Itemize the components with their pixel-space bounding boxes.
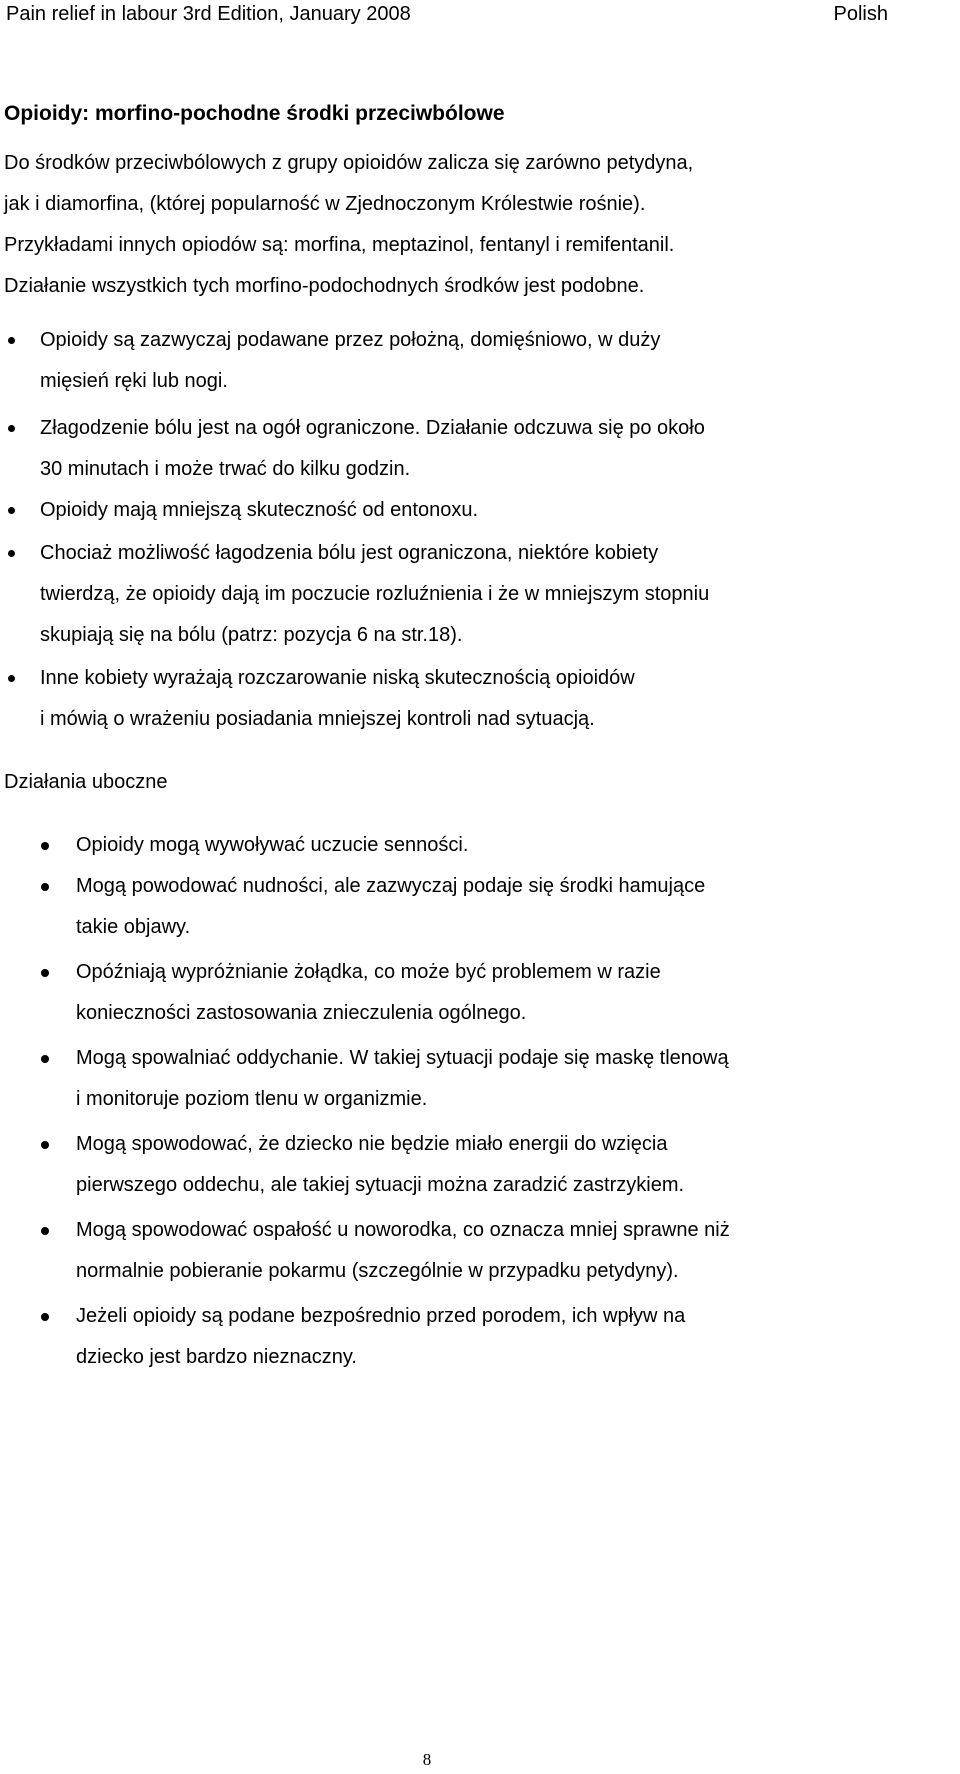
list-item-line: Opioidy mają mniejszą skuteczność od entonoxu. (40, 499, 479, 521)
list-item (0, 490, 960, 531)
language-label: Polish (833, 3, 888, 25)
list-item-line: Mogą spowalniać oddychanie. W takiej sytuacji podaje się maskę tlenową (76, 1047, 729, 1069)
bullet-icon (41, 1141, 49, 1149)
list-item (0, 658, 960, 740)
bullet-icon (8, 337, 15, 344)
list-item (0, 952, 960, 1034)
document-title: Pain relief in labour 3rd Edition, January 2008 (6, 3, 411, 25)
bullet-icon (41, 1055, 49, 1063)
list-item-line: konieczności zastosowania znieczulenia ogólnego. (76, 1002, 527, 1024)
list-item-line: Opóźniają wypróżnianie żołądka, co może być problemem w razie (76, 961, 661, 983)
list-item-line: mięsień ręki lub nogi. (40, 370, 228, 392)
bullet-icon (8, 675, 15, 682)
intro-line: jak i diamorfina, (której popularność w Zjednoczonym Królestwie rośnie). (4, 193, 646, 215)
list-item-line: skupiają się na bólu (patrz: pozycja 6 na str.18). (40, 624, 463, 646)
section-heading: Opioidy: morfino-pochodne środki przeciwbólowe (4, 102, 505, 125)
list-item (0, 1296, 960, 1378)
bullet-icon (41, 842, 49, 850)
list-item-line: Mogą powodować nudności, ale zazwyczaj podaje się środki hamujące (76, 875, 706, 897)
list-item-line: Chociaż możliwość łagodzenia bólu jest ograniczona, niektóre kobiety (40, 542, 659, 564)
list-item (0, 320, 960, 402)
page-header (0, 0, 960, 30)
list-item-line: Inne kobiety wyrażają rozczarowanie niską skutecznością opioidów (40, 667, 635, 689)
intro-line: Do środków przeciwbólowych z grupy opioidów zalicza się zarówno petydyna, (4, 152, 694, 174)
list-item-line: Jeżeli opioidy są podane bezpośrednio przed porodem, ich wpływ na (76, 1305, 686, 1327)
list-item-line: takie objawy. (76, 916, 191, 938)
bullet-icon (41, 1227, 49, 1235)
bullet-icon (41, 969, 49, 977)
intro-paragraph (4, 143, 954, 307)
page-number: 8 (422, 1750, 432, 1769)
side-effects-list (0, 825, 960, 1378)
list-item (0, 825, 960, 866)
list-item-line: dziecko jest bardzo nieznaczny. (76, 1346, 357, 1368)
list-item-line: Złagodzenie bólu jest na ogół ograniczone. Działanie odczuwa się po około (40, 417, 705, 439)
list-item-line: normalnie pobieranie pokarmu (szczególnie w przypadku petydyny). (76, 1260, 679, 1282)
list-item (0, 1124, 960, 1206)
list-item (0, 1038, 960, 1120)
list-item-line: i mówią o wrażeniu posiadania mniejszej kontroli nad sytuacją. (40, 708, 595, 730)
opioid-facts-list (0, 320, 960, 740)
side-effects-heading: Działania uboczne (4, 771, 168, 793)
bullet-icon (41, 883, 49, 891)
list-item (0, 866, 960, 948)
list-item-line: Mogą spowodować ospałość u noworodka, co oznacza mniej sprawne niż (76, 1219, 730, 1241)
bullet-icon (41, 1313, 49, 1321)
list-item-line: pierwszego oddechu, ale takiej sytuacji można zaradzić zastrzykiem. (76, 1174, 685, 1196)
bullet-icon (8, 550, 15, 557)
list-item (0, 408, 960, 490)
list-item-line: Opioidy są zazwyczaj podawane przez położną, domięśniowo, w duży (40, 329, 661, 351)
list-item (0, 1210, 960, 1292)
list-item-line: Opioidy mogą wywoływać uczucie senności. (76, 834, 469, 856)
bullet-icon (8, 425, 15, 432)
list-item-line: Mogą spowodować, że dziecko nie będzie miało energii do wzięcia (76, 1133, 668, 1155)
list-item-line: i monitoruje poziom tlenu w organizmie. (76, 1088, 428, 1110)
list-item-line: twierdzą, że opioidy dają im poczucie rozluźnienia i że w mniejszym stopniu (40, 583, 710, 605)
intro-line: Działanie wszystkich tych morfino-podochodnych środków jest podobne. (4, 275, 645, 297)
list-item-line: 30 minutach i może trwać do kilku godzin. (40, 458, 411, 480)
intro-line: Przykładami innych opiodów są: morfina, meptazinol, fentanyl i remifentanil. (4, 234, 675, 256)
list-item (0, 533, 960, 656)
bullet-icon (8, 507, 15, 514)
